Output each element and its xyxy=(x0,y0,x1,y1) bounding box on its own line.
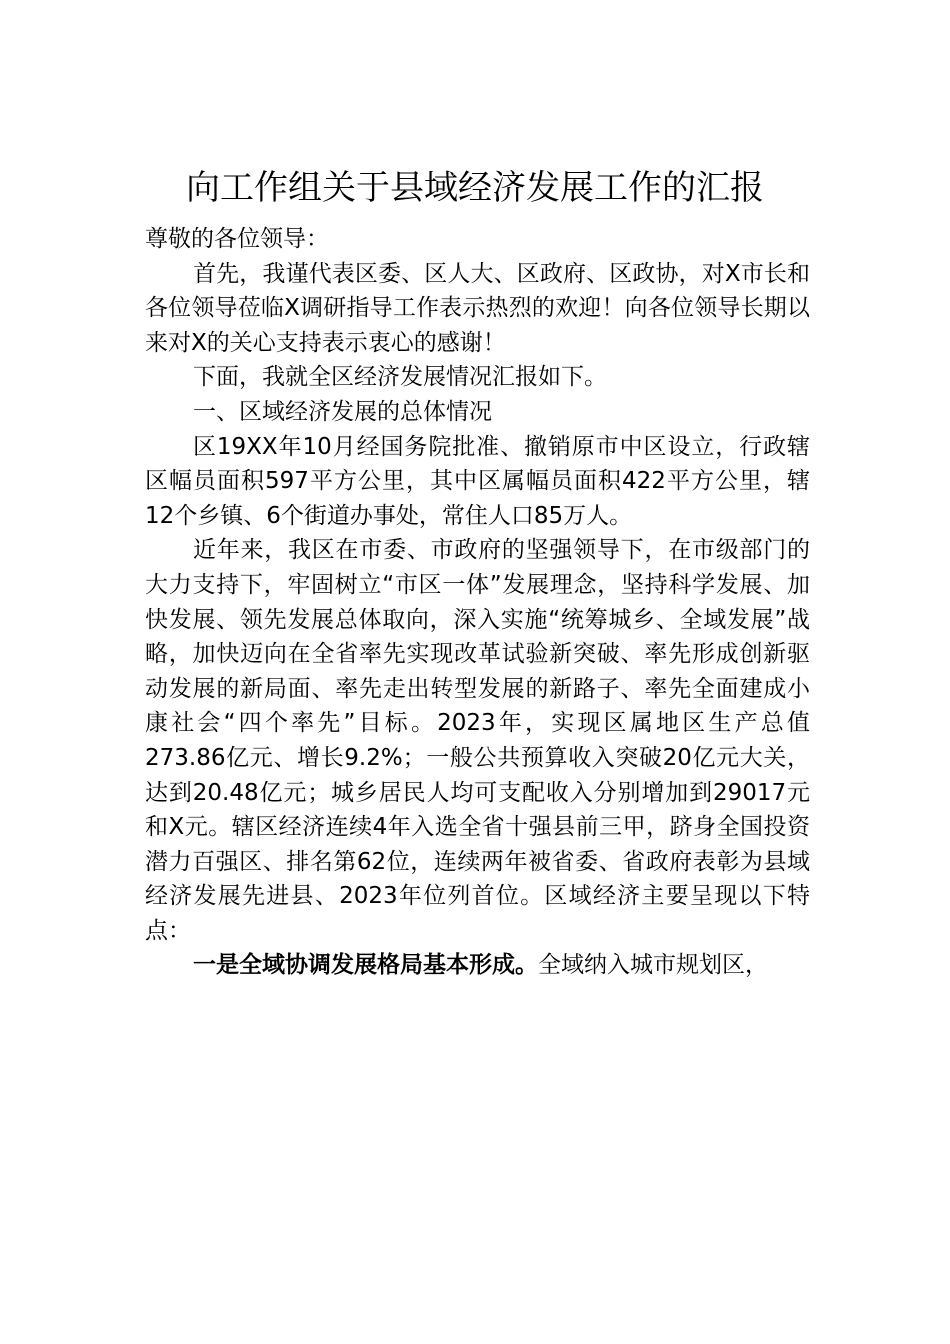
paragraph-welcome: 首先，我谨代表区委、区人大、区政府、区政协，对X市长和各位领导莅临X调研指导工作表示热烈的欢迎！向各位领导长期以来对X的关心支持表示衷心的感谢！ xyxy=(145,260,810,356)
section-heading-overview: 一、区域经济发展的总体情况 xyxy=(193,398,492,425)
paragraph-feature-one xyxy=(145,948,810,983)
document-title: 向工作组关于县域经济发展工作的汇报 xyxy=(186,168,764,208)
paragraph-intro: 下面，我就全区经济发展情况汇报如下。 xyxy=(193,364,607,391)
feature-one-lead: 一是全域协调发展格局基本形成。 xyxy=(193,952,538,979)
salutation: 尊敬的各位领导： xyxy=(145,226,329,252)
paragraph-district-profile: 区19XX年10月经国务院批准、撤销原市中区设立，行政辖区幅员面积597平方公里，其中区属幅员面积422平方公里，辖12个乡镇、6个街道办事处，常住人口85万人。 xyxy=(145,433,810,529)
document-body xyxy=(145,222,810,983)
paragraph-recent-development: 近年来，我区在市委、市政府的坚强领导下，在市级部门的大力支持下，牢固树立“市区一体”发展理念，坚持科学发展、加快发展、领先发展总体取向，深入实施“统筹城乡、全域发展”战略，加快迈向在全省率先实现改革试验新突破、率先形成创新驱动发展的新局面、率先走出转型发展的新路子、率先全面建成小康社会“四个率先”目标。2023年，实现区属地区生产总值273.86亿元、增长9.2%；一般公共预算收入突破20亿元大关，达到20.48亿元；城乡居民人均可支配收入分别增加到29017元和X元。辖区经济连续4年入选全省十强县前三甲，跻身全国投资潜力百强区、排名第62位，连续两年被省委、省政府表彰为县域经济发展先进县、2023年位列首位。区域经济主要呈现以下特点： xyxy=(145,537,810,944)
feature-one-text: 全域纳入城市规划区， xyxy=(538,952,768,979)
